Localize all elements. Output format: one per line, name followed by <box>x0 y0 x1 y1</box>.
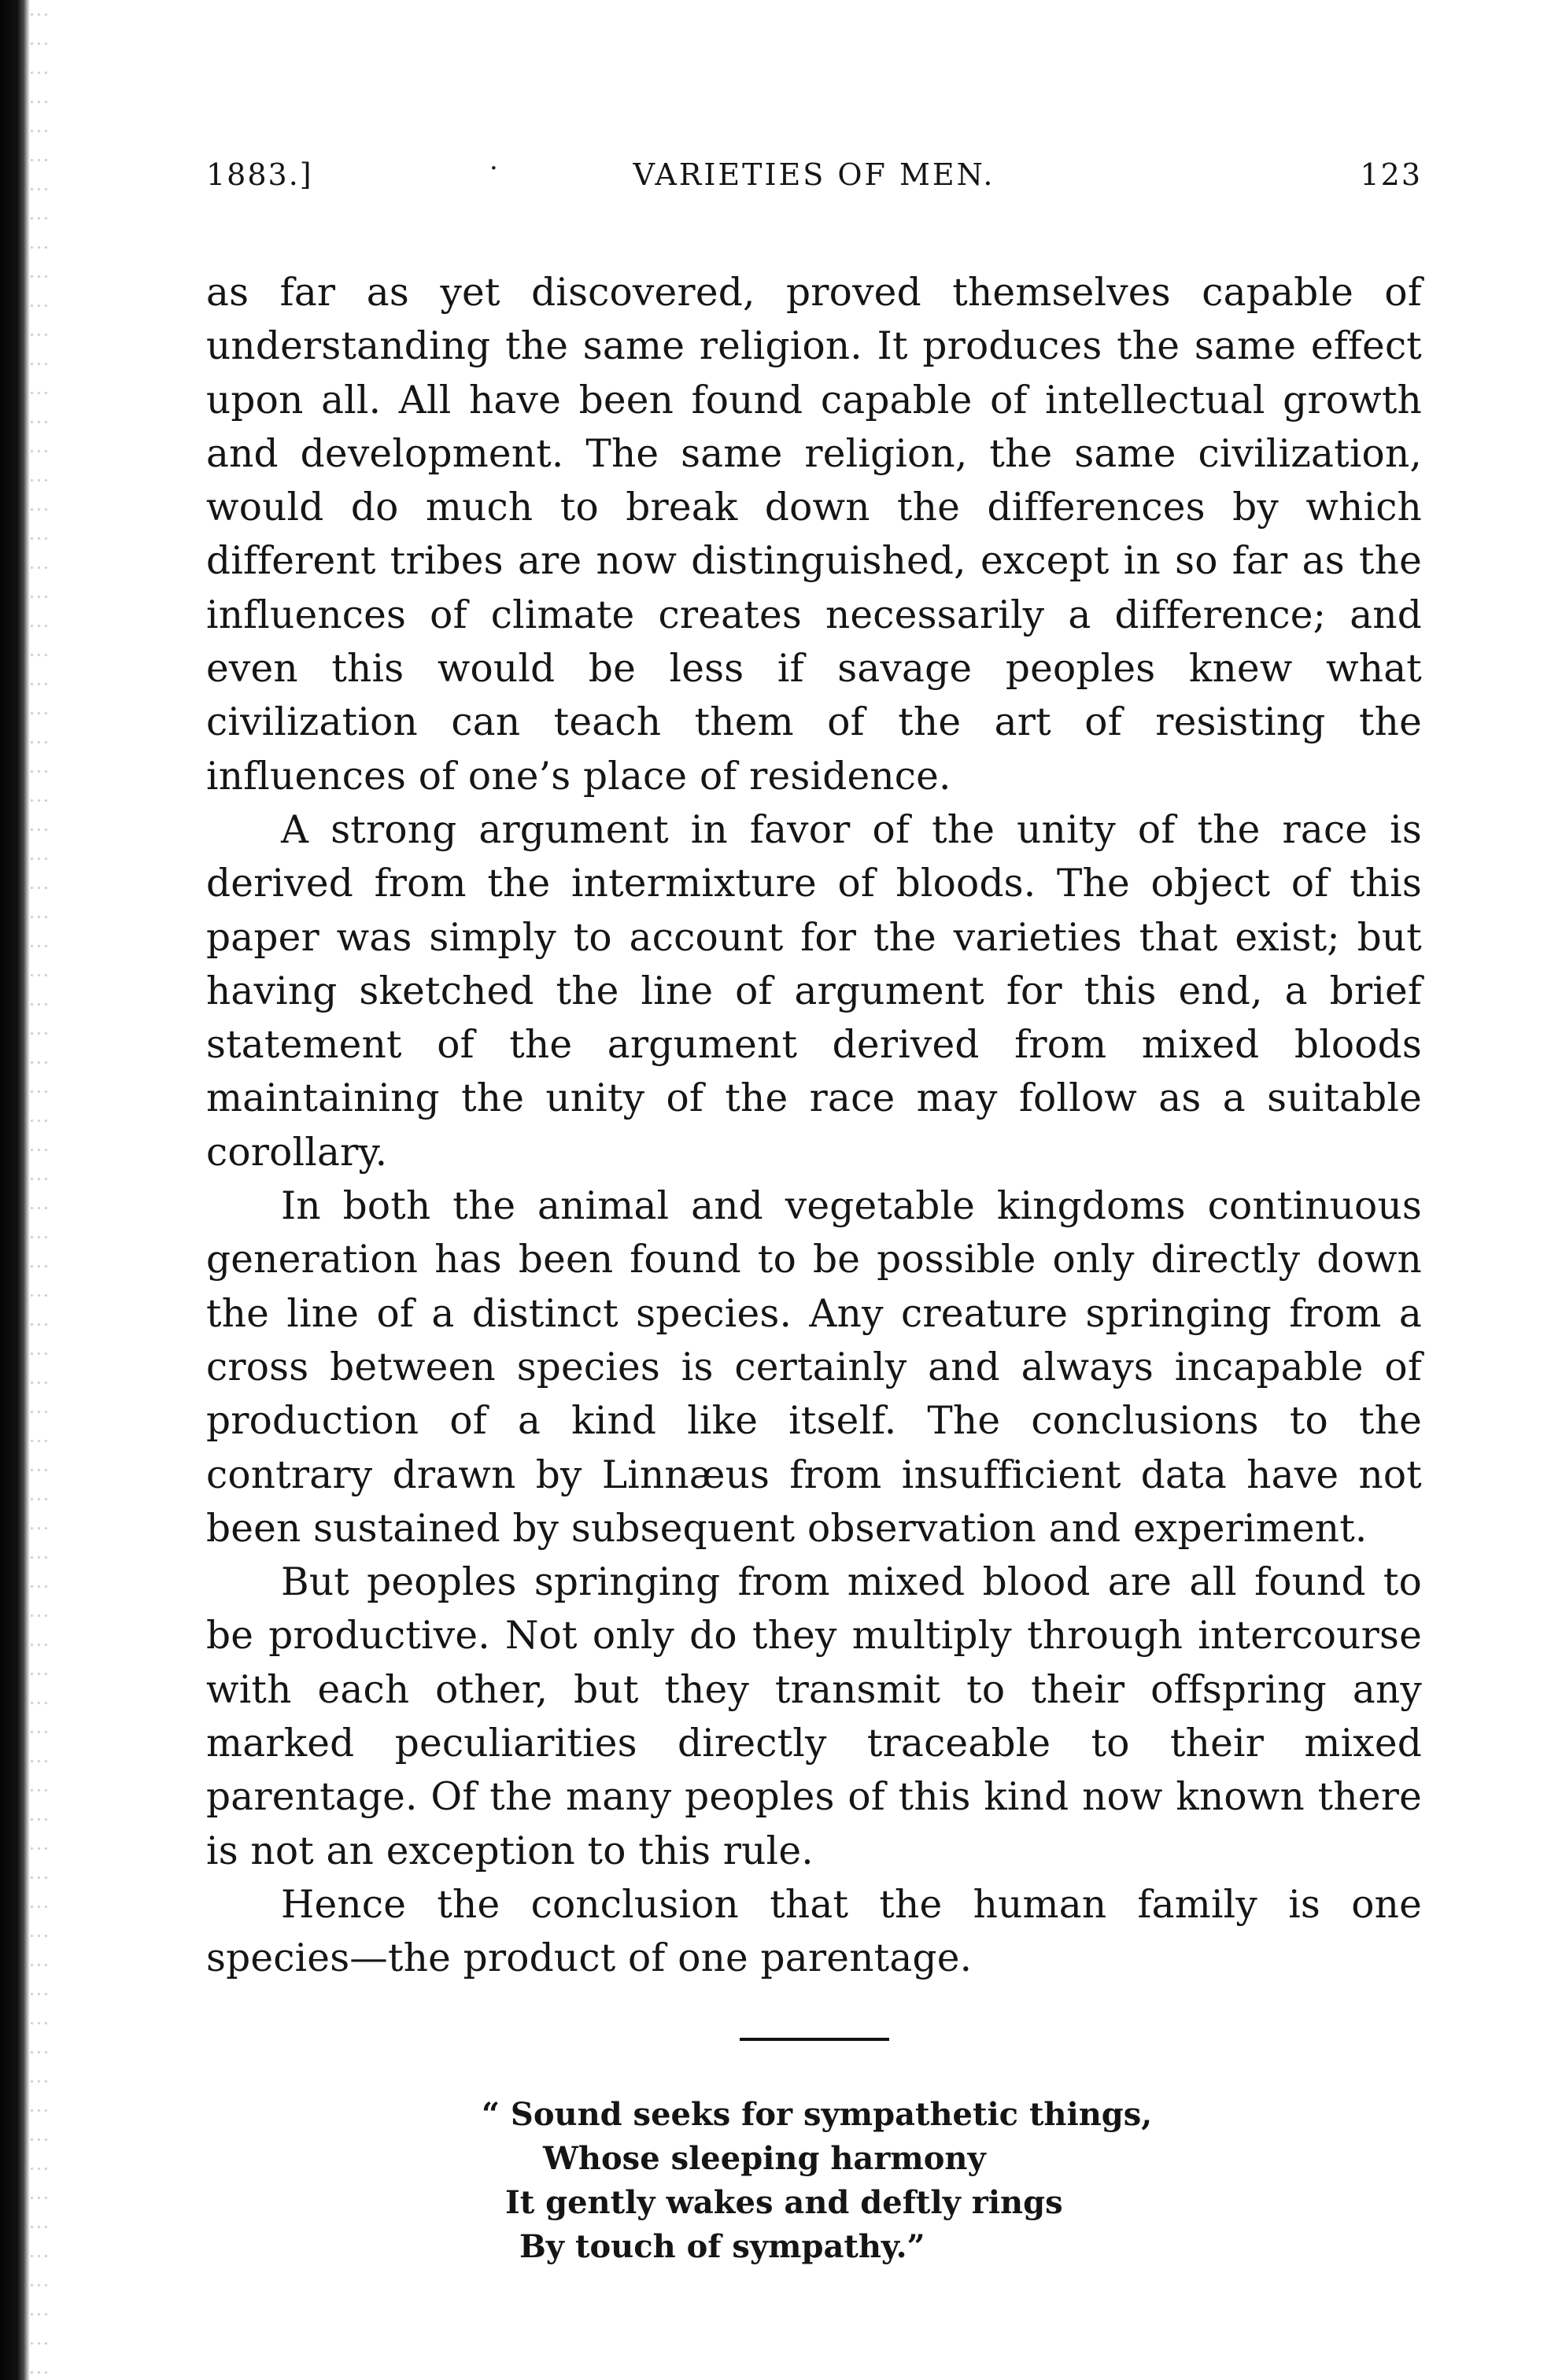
verse-line-4: By touch of sympathy.” <box>519 2227 925 2265</box>
paragraph-2: A strong argument in favor of the unity of the race is derived from the intermixture of bloods. The object of this paper was simply to account for the varieties that exist; but having sketched the line of argument for this end, a brief statement of the argument derived from mixed bloods maintaining the unity of the race may follow as a suitable corollary. <box>206 807 1422 1175</box>
verse-line-3: It gently wakes and deftly rings <box>505 2183 1063 2221</box>
verse-epigraph <box>482 2093 1422 2269</box>
paragraph-1: as far as yet discovered, proved themselves capable of understanding the same religion. It produces the same effect upon all. All have been found capable of intellectual growth and development. The same religion, the same civilization, would do much to break down the differences by which different tribes are now distinguished, except in so far as the influences of climate creates necessarily a difference; and even this would be less if savage peoples knew what civilization can teach them of the art of resisting the influences of one’s place of residence. <box>206 271 1422 799</box>
paragraph-3: In both the animal and vegetable kingdoms continuous generation has been found to be possible only directly down the line of a distinct species. Any creature springing from a cross between species is certainly and always incapable of production of a kind like itself. The conclusions to the contrary drawn by Linnæus from insufficient data have not been sustained by subsequent observation and experiment. <box>206 1184 1422 1551</box>
header-title: VARIETIES OF MEN. <box>633 157 995 192</box>
verse-line-1: “ Sound seeks for sympathetic things, <box>482 2095 1153 2133</box>
header-year: 1883.] <box>206 157 313 192</box>
section-divider <box>740 2038 889 2041</box>
running-head <box>206 153 1422 205</box>
scan-noise <box>28 0 52 2380</box>
page-number: 123 <box>1360 157 1422 192</box>
paragraph-5: Hence the conclusion that the human family is one species—the product of one parentage. <box>206 1882 1422 1981</box>
paragraph-4: But peoples springing from mixed blood are all found to be productive. Not only do they multiply through intercourse with each other, but they transmit to their offspring any marked peculiarities directly traceable to their mixed parentage. Of the many peoples of this kind now known there is not an exception to this rule. <box>206 1560 1422 1873</box>
page <box>206 153 1422 2269</box>
verse-line-2: Whose sleeping harmony <box>543 2139 986 2177</box>
book-spine-edge <box>0 0 30 2380</box>
body-text <box>206 266 1422 1986</box>
header-dot: · <box>489 153 500 184</box>
